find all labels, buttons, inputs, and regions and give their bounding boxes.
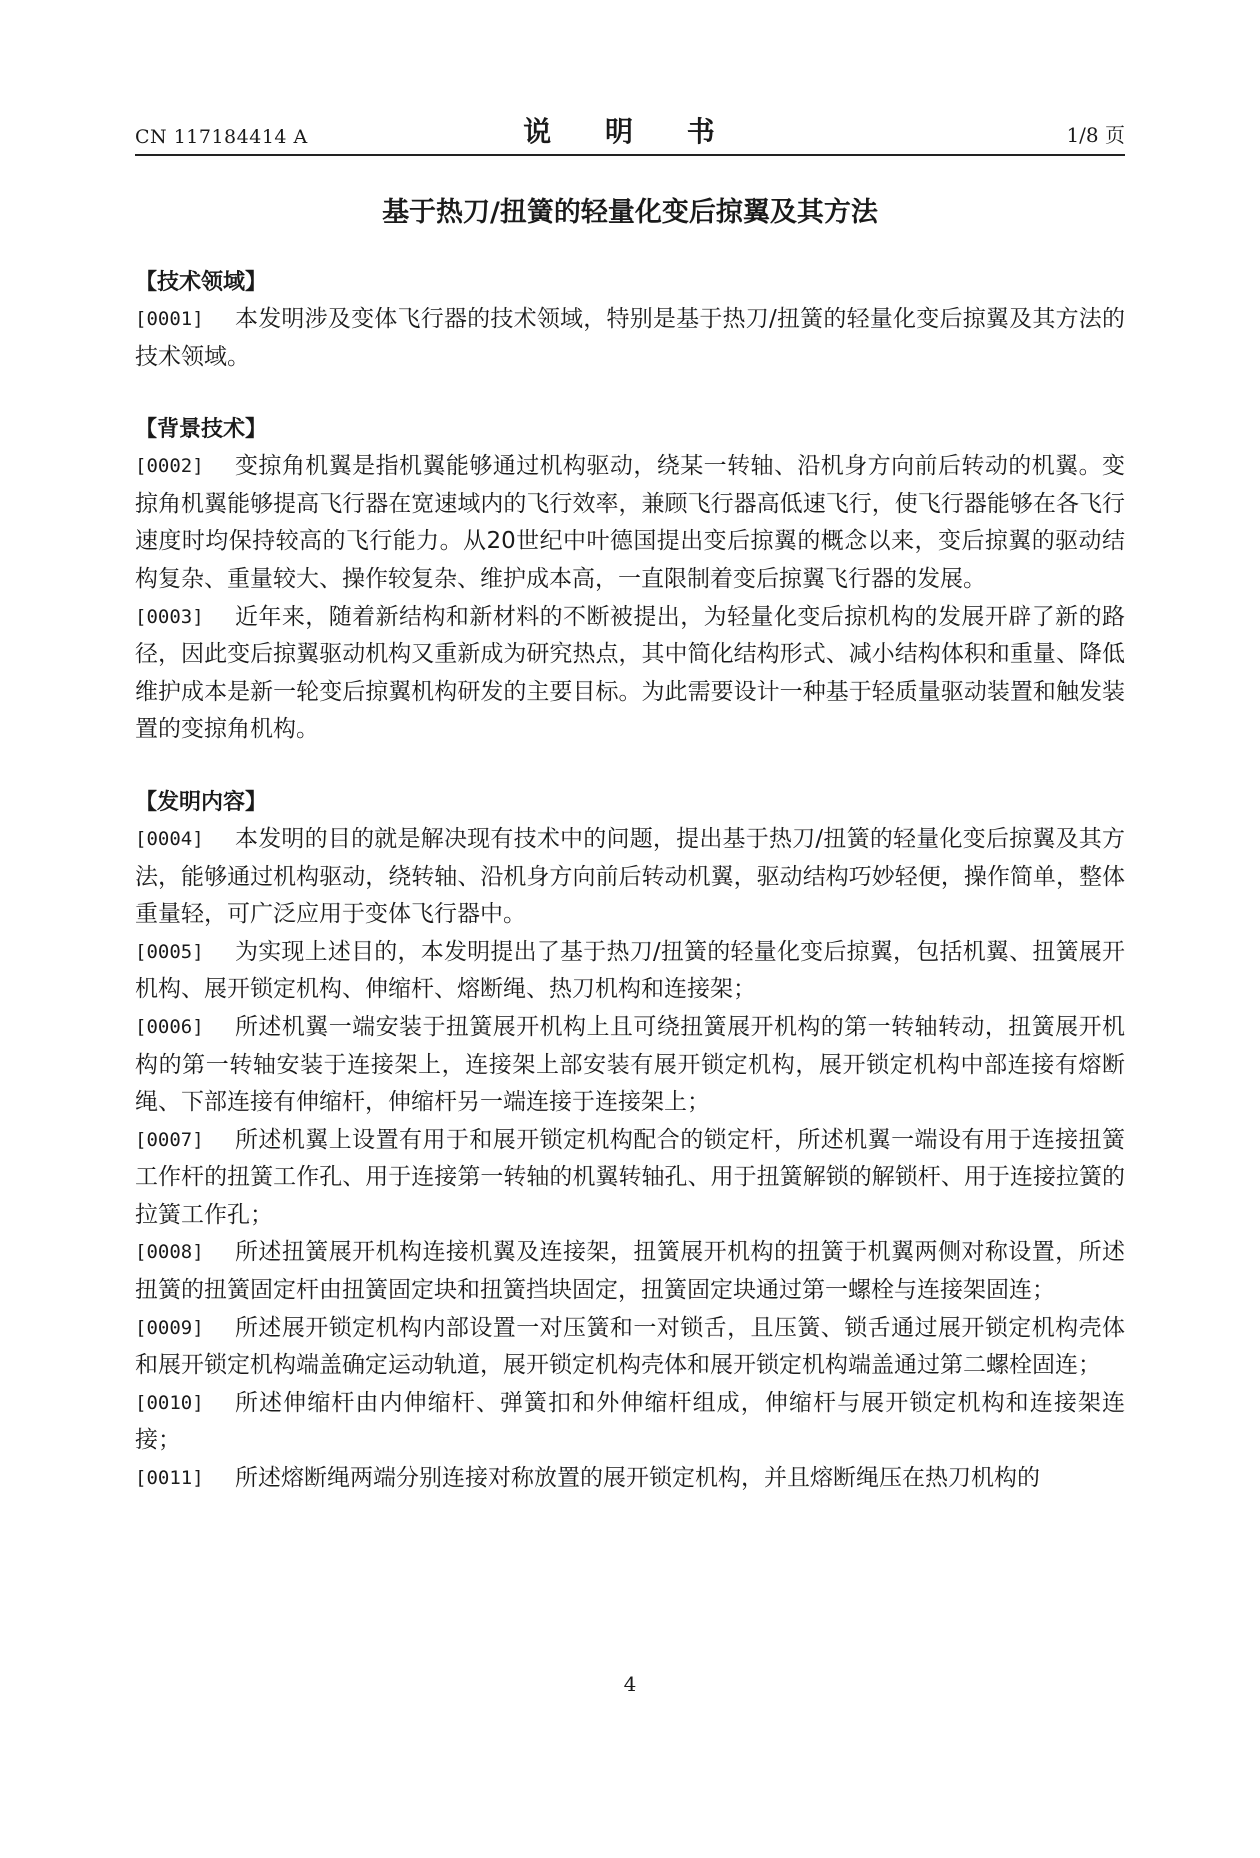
paragraph — [135, 1310, 1125, 1385]
paragraph — [135, 448, 1125, 598]
paragraph-number: [0001] — [135, 308, 204, 330]
document-type: 说 明 书 — [523, 115, 737, 148]
paragraph-number: [0011] — [135, 1467, 204, 1490]
paragraph — [135, 599, 1125, 749]
paragraph-number: [0005] — [135, 940, 204, 963]
paragraph-number: [0007] — [135, 1128, 204, 1151]
paragraph — [135, 1385, 1125, 1460]
paragraph-text: 本发明的目的就是解决现有技术中的问题，提出基于热刀/扭簧的轻量化变后掠翼及其方法，能够通过机构驱动，绕转轴、沿机身方向前后转动机翼，驱动结构巧妙轻便，操作简单，整体重量轻，可广泛应用于变体飞行器中。 — [135, 825, 1125, 928]
paragraph — [135, 301, 1125, 376]
paragraph-number: [0004] — [135, 827, 204, 850]
paragraph-text: 所述机翼一端安装于扭簧展开机构上且可绕扭簧展开机构的第一转轴转动，扭簧展开机构的第一转轴安装于连接架上，连接架上部安装有展开锁定机构，展开锁定机构中部连接有熔断绳、下部连接有伸缩杆，伸缩杆另一端连接于连接架上； — [135, 1013, 1125, 1116]
paragraph-number: [0009] — [135, 1316, 204, 1339]
paragraph — [135, 1234, 1125, 1309]
paragraph-number: [0008] — [135, 1241, 204, 1264]
paragraph-text: 所述熔断绳两端分别连接对称放置的展开锁定机构，并且熔断绳压在热刀机构的 — [235, 1465, 1040, 1492]
paragraph-text: 所述伸缩杆由内伸缩杆、弹簧扣和外伸缩杆组成，伸缩杆与展开锁定机构和连接架连接； — [135, 1389, 1125, 1454]
paragraph-text: 所述扭簧展开机构连接机翼及连接架，扭簧展开机构的扭簧于机翼两侧对称设置，所述扭簧的扭簧固定杆由扭簧固定块和扭簧挡块固定，扭簧固定块通过第一螺栓与连接架固连； — [135, 1239, 1125, 1304]
paragraph — [135, 1122, 1125, 1235]
paragraph-text: 本发明涉及变体飞行器的技术领域，特别是基于热刀/扭簧的轻量化变后掠翼及其方法的技术领域。 — [135, 306, 1125, 370]
paragraph-number: [0003] — [135, 605, 204, 628]
header-rule — [135, 154, 1125, 156]
document-body — [135, 265, 1125, 1498]
paragraph — [135, 1460, 1125, 1498]
paragraph-number: [0006] — [135, 1015, 204, 1038]
paragraph-text: 近年来，随着新结构和新材料的不断被提出，为轻量化变后掠机构的发展开辟了新的路径，因此变后掠翼驱动机构又重新成为研究热点，其中简化结构形式、减小结构体积和重量、降低维护成本是新一轮变后掠翼机构研发的主要目标。为此需要设计一种基于轻质量驱动装置和触发装置的变掠角机构。 — [135, 603, 1125, 743]
patent-number: CN 117184414 A — [135, 126, 308, 148]
paragraph-number: [0010] — [135, 1391, 204, 1414]
paragraph-number: [0002] — [135, 455, 204, 478]
section-heading: 【发明内容】 — [135, 789, 268, 815]
section-heading: 【背景技术】 — [135, 417, 268, 443]
paragraph-text: 所述机翼上设置有用于和展开锁定机构配合的锁定杆，所述机翼一端设有用于连接扭簧工作杆的扭簧工作孔、用于连接第一转轴的机翼转轴孔、用于扭簧解锁的解锁杆、用于连接拉簧的拉簧工作孔； — [135, 1126, 1125, 1228]
paragraph — [135, 1009, 1125, 1122]
section-heading: 【技术领域】 — [135, 270, 268, 295]
paragraph — [135, 821, 1125, 934]
page-number: 4 — [623, 1672, 637, 1696]
page-info: 1/8 页 — [1066, 123, 1125, 147]
paragraph — [135, 934, 1125, 1009]
document-title: 基于热刀/扭簧的轻量化变后掠翼及其方法 — [382, 197, 878, 228]
paragraph-text: 为实现上述目的，本发明提出了基于热刀/扭簧的轻量化变后掠翼，包括机翼、扭簧展开机构、展开锁定机构、伸缩杆、熔断绳、热刀机构和连接架； — [135, 938, 1125, 1003]
paragraph-text: 变掠角机翼是指机翼能够通过机构驱动，绕某一转轴、沿机身方向前后转动的机翼。变掠角机翼能够提高飞行器在宽速域内的飞行效率，兼顾飞行器高低速飞行，使飞行器能够在各飞行速度时均保持较高的飞行能力。从20世纪中叶德国提出变后掠翼的概念以来，变后掠翼的驱动结构复杂、重量较大、操作较复杂、维护成本高，一直限制着变后掠翼飞行器的发展。 — [135, 453, 1125, 592]
paragraph-text: 所述展开锁定机构内部设置一对压簧和一对锁舌，且压簧、锁舌通过展开锁定机构壳体和展开锁定机构端盖确定运动轨道，展开锁定机构壳体和展开锁定机构端盖通过第二螺栓固连； — [135, 1314, 1125, 1379]
page-header — [135, 112, 1125, 154]
